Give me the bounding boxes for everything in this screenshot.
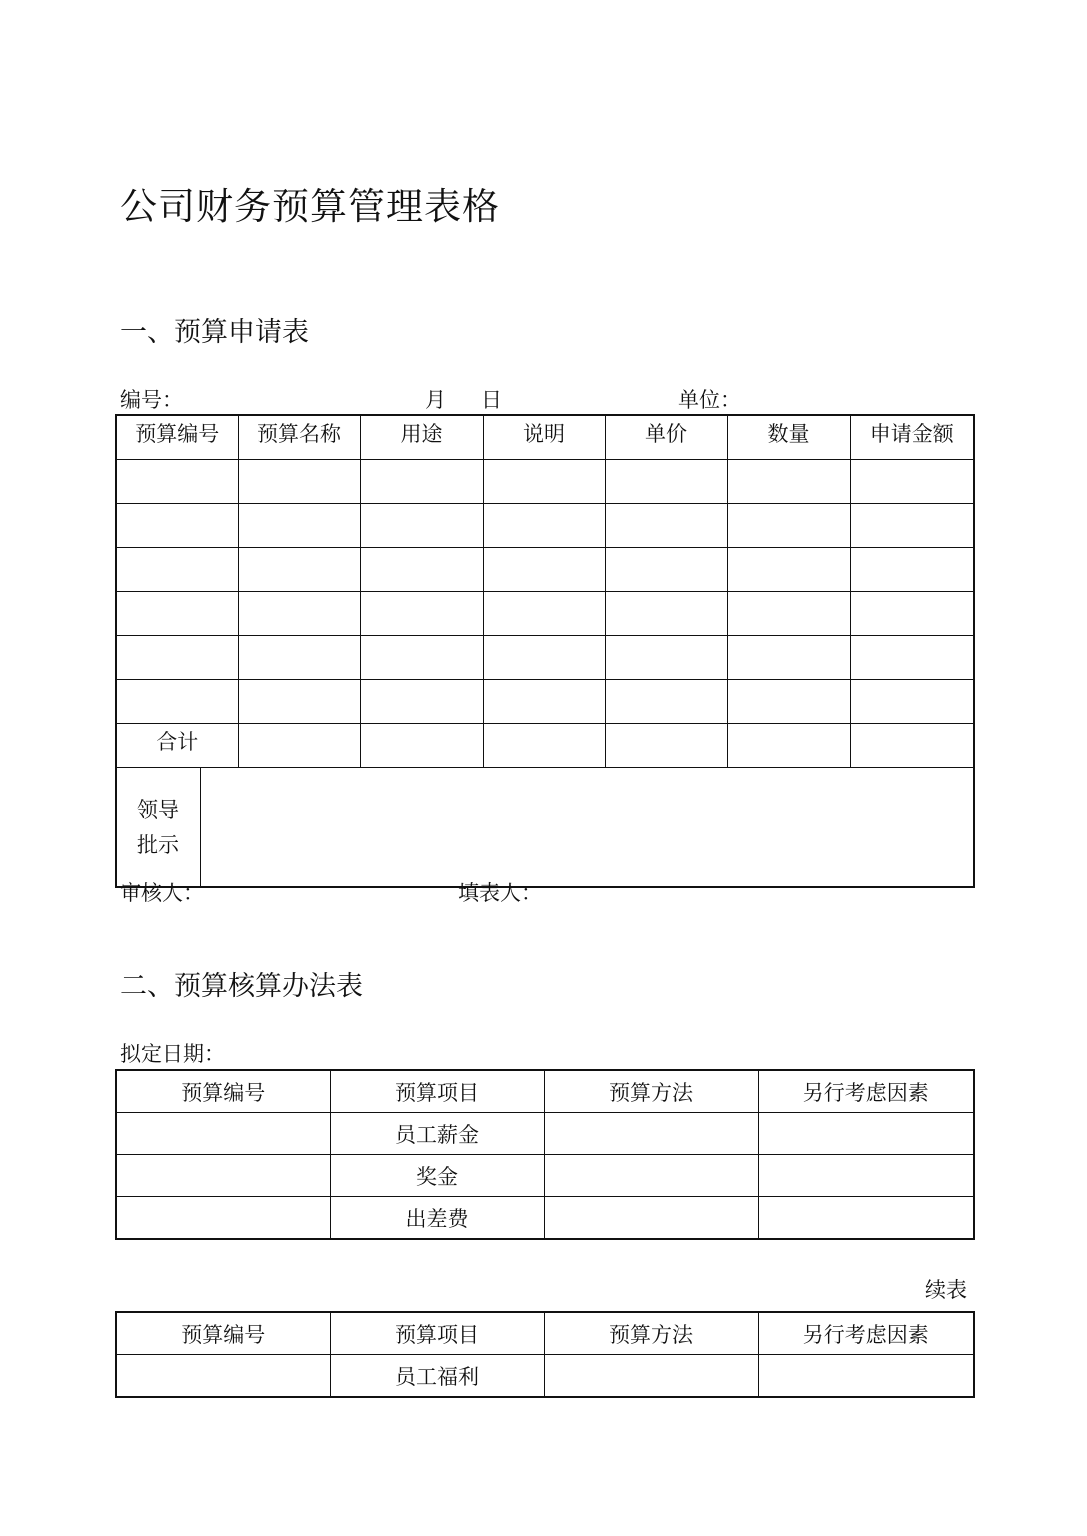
table-cell[interactable] [238,460,360,504]
table-cell[interactable] [238,592,360,636]
col-header: 预算编号 [116,415,238,460]
table-cell[interactable] [758,1197,974,1240]
table-cell[interactable] [116,1113,330,1155]
total-row [116,724,974,768]
table-cell[interactable] [360,636,483,680]
col-header: 预算项目 [330,1070,544,1113]
table-cell[interactable] [605,548,727,592]
table-cell[interactable] [850,460,974,504]
table-cell[interactable] [116,1155,330,1197]
budget-method-table-continued [115,1311,975,1398]
table-row [116,592,974,636]
continued-label: 续表 [925,1278,967,1302]
table-cell[interactable] [850,680,974,724]
table-header-row [116,415,974,460]
table-cell[interactable] [727,548,850,592]
col-header: 另行考虑因素 [758,1070,974,1113]
table-cell[interactable] [483,724,605,768]
table-header-row [116,1312,974,1355]
leader-approval-row [116,768,974,888]
table-row [116,1197,974,1240]
table-cell[interactable] [605,680,727,724]
table-cell[interactable] [116,1197,330,1240]
table-cell[interactable] [758,1155,974,1197]
table-cell[interactable] [116,504,238,548]
table-row [116,680,974,724]
table-cell[interactable] [116,548,238,592]
table-cell[interactable] [850,724,974,768]
table-row [116,636,974,680]
document-title: 公司财务预算管理表格 [120,185,500,228]
col-header: 数量 [727,415,850,460]
budget-item: 员工福利 [330,1355,544,1398]
table-row [116,504,974,548]
table-cell[interactable] [483,460,605,504]
table-cell[interactable] [727,680,850,724]
day-label: 日 [481,388,502,412]
month-label: 月 [425,388,446,412]
table-cell[interactable] [850,548,974,592]
col-header: 申请金额 [850,415,974,460]
table-cell[interactable] [544,1113,758,1155]
budget-item: 奖金 [330,1155,544,1197]
table-cell[interactable] [727,460,850,504]
table-cell[interactable] [360,724,483,768]
table-cell[interactable] [116,460,238,504]
table-cell[interactable] [238,504,360,548]
number-label: 编号： [120,388,183,412]
col-header: 单价 [605,415,727,460]
table-row [116,1155,974,1197]
table-cell[interactable] [483,680,605,724]
table-row [116,548,974,592]
table-header-row [116,1070,974,1113]
table-cell[interactable] [850,504,974,548]
table-row [116,460,974,504]
table-cell[interactable] [238,548,360,592]
table-cell[interactable] [116,592,238,636]
col-header: 用途 [360,415,483,460]
section1-heading: 一、预算申请表 [120,317,309,348]
table-cell[interactable] [360,460,483,504]
table-cell[interactable] [605,460,727,504]
table-cell[interactable] [116,1355,330,1398]
col-header: 预算方法 [544,1312,758,1355]
table-cell[interactable] [238,680,360,724]
budget-application-table [115,414,975,888]
table-cell[interactable] [238,636,360,680]
table-cell[interactable] [758,1113,974,1155]
unit-label: 单位： [678,388,741,412]
table-cell[interactable] [605,592,727,636]
table-cell[interactable] [850,592,974,636]
table-cell[interactable] [850,636,974,680]
table-cell[interactable] [727,724,850,768]
table-cell[interactable] [605,724,727,768]
table-cell[interactable] [360,592,483,636]
reviewer-label: 审核人： [120,881,204,905]
table-cell[interactable] [727,592,850,636]
table-cell[interactable] [727,504,850,548]
table-cell[interactable] [483,504,605,548]
col-header: 预算方法 [544,1070,758,1113]
table-cell[interactable] [758,1355,974,1398]
table-cell[interactable] [360,548,483,592]
col-header: 说明 [483,415,605,460]
table-row [116,1113,974,1155]
budget-method-table [115,1069,975,1240]
table-cell[interactable] [544,1355,758,1398]
table-cell[interactable] [116,636,238,680]
table-cell[interactable] [544,1197,758,1240]
leader-approval-field[interactable] [200,768,974,888]
leader-label-line1: 领导 [137,798,179,822]
table-row [116,1355,974,1398]
filler-label: 填表人： [458,881,542,905]
section2-heading: 二、预算核算办法表 [120,971,363,1002]
table-cell[interactable] [483,636,605,680]
col-header: 另行考虑因素 [758,1312,974,1355]
col-header: 预算编号 [116,1312,330,1355]
budget-item: 员工薪金 [330,1113,544,1155]
col-header: 预算名称 [238,415,360,460]
leader-label-line2: 批示 [137,833,179,857]
draft-date-label: 拟定日期： [120,1042,225,1066]
table-cell[interactable] [544,1155,758,1197]
table-cell[interactable] [727,636,850,680]
table-cell[interactable] [605,636,727,680]
total-label: 合计 [116,724,238,768]
table-cell[interactable] [238,724,360,768]
leader-approval-label [116,768,200,888]
table-cell[interactable] [483,592,605,636]
table-cell[interactable] [605,504,727,548]
budget-item: 出差费 [330,1197,544,1240]
table-cell[interactable] [360,504,483,548]
table-cell[interactable] [116,680,238,724]
col-header: 预算项目 [330,1312,544,1355]
col-header: 预算编号 [116,1070,330,1113]
table-cell[interactable] [483,548,605,592]
table-cell[interactable] [360,680,483,724]
